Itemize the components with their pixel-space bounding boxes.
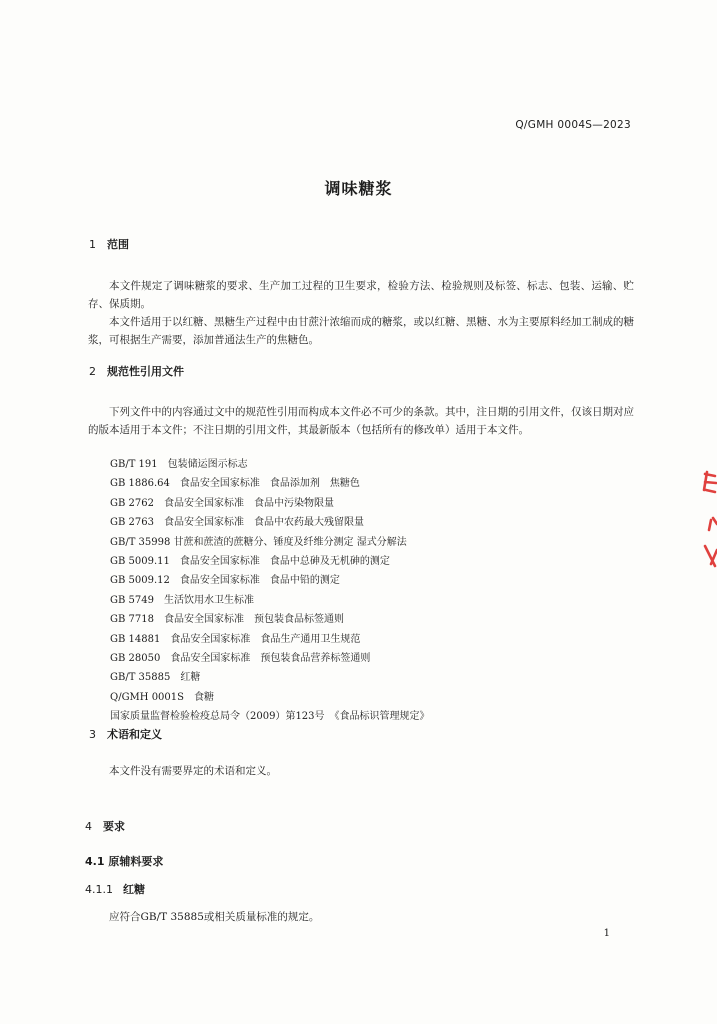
reference-item: GB 28050 食品安全国家标准 预包装食品营养标签通则 [110, 652, 371, 664]
reference-item: 国家质量监督检验检疫总局令（2009）第123号 《食品标识管理规定》 [110, 711, 430, 723]
seal-stamp-fragment [693, 468, 717, 568]
section-4-heading [85, 818, 125, 834]
reference-item: GB 2763 食品安全国家标准 食品中农药最大残留限量 [110, 517, 364, 529]
section-4-title: 要求 [103, 820, 125, 833]
reference-item: GB 2762 食品安全国家标准 食品中污染物限量 [110, 497, 334, 509]
section-1-paragraph-2: 本文件适用于以红糖、黑糖生产过程中由甘蔗汁浓缩而成的糖浆，或以红糖、黑糖、水为主要原料经加工制成的糖浆，可根据生产需要，添加普通法生产的焦糖色。 [88, 316, 634, 346]
section-4-1-1-title: 红糖 [123, 883, 145, 896]
section-4-1-1-paragraph: 应符合GB/T 35885或相关质量标准的规定。 [109, 911, 320, 923]
section-2-heading [89, 363, 184, 379]
section-4-1-1-number: 4.1.1 [85, 883, 113, 896]
section-4-number: 4 [85, 820, 92, 833]
page-number: 1 [603, 928, 610, 939]
reference-list [110, 455, 630, 726]
reference-item: GB/T 35885 红糖 [110, 672, 201, 684]
section-4-1-1-heading [85, 881, 145, 897]
section-2-intro: 下列文件中的内容通过文中的规范性引用而构成本文件必不可少的条款。其中，注日期的引用文件，仅该日期对应的版本适用于本文件；不注日期的引用文件，其最新版本（包括所有的修改单）适用于本文件。 [88, 406, 634, 436]
section-3-paragraph: 本文件没有需要界定的术语和定义。 [109, 765, 277, 777]
section-2-title: 规范性引用文件 [107, 365, 184, 378]
section-3-heading [89, 726, 162, 742]
section-3-number: 3 [89, 728, 96, 741]
section-4-1-heading: 4.1 原辅料要求 [85, 855, 164, 868]
reference-item: GB 5009.12 食品安全国家标准 食品中铅的测定 [110, 575, 340, 587]
reference-item: Q/GMH 0001S 食糖 [110, 691, 214, 703]
reference-item: GB/T 191 包装储运图示标志 [110, 459, 248, 470]
reference-item: GB 1886.64 食品安全国家标准 食品添加剂 焦糖色 [110, 478, 360, 490]
section-1-paragraph-1: 本文件规定了调味糖浆的要求、生产加工过程的卫生要求，检验方法、检验规则及标签、标志、包装、运输、贮存、保质期。 [88, 280, 634, 310]
reference-item: GB 7718 食品安全国家标准 预包装食品标签通则 [110, 614, 344, 626]
reference-item: GB 5009.11 食品安全国家标准 食品中总砷及无机砷的测定 [110, 555, 390, 567]
section-1-heading [89, 236, 129, 252]
section-3-title: 术语和定义 [107, 728, 162, 741]
document-title: 调味糖浆 [324, 179, 393, 198]
section-2-number: 2 [89, 365, 96, 378]
reference-item: GB 14881 食品安全国家标准 食品生产通用卫生规范 [110, 633, 361, 645]
reference-item: GB/T 35998 甘蔗和蔗渣的蔗糖分、锤度及纤维分测定 湿式分解法 [110, 536, 407, 548]
section-1-title: 范围 [107, 238, 129, 251]
reference-item: GB 5749 生活饮用水卫生标准 [110, 594, 254, 606]
document-code: Q/GMH 0004S—2023 [515, 119, 631, 131]
section-1-number: 1 [89, 238, 96, 251]
